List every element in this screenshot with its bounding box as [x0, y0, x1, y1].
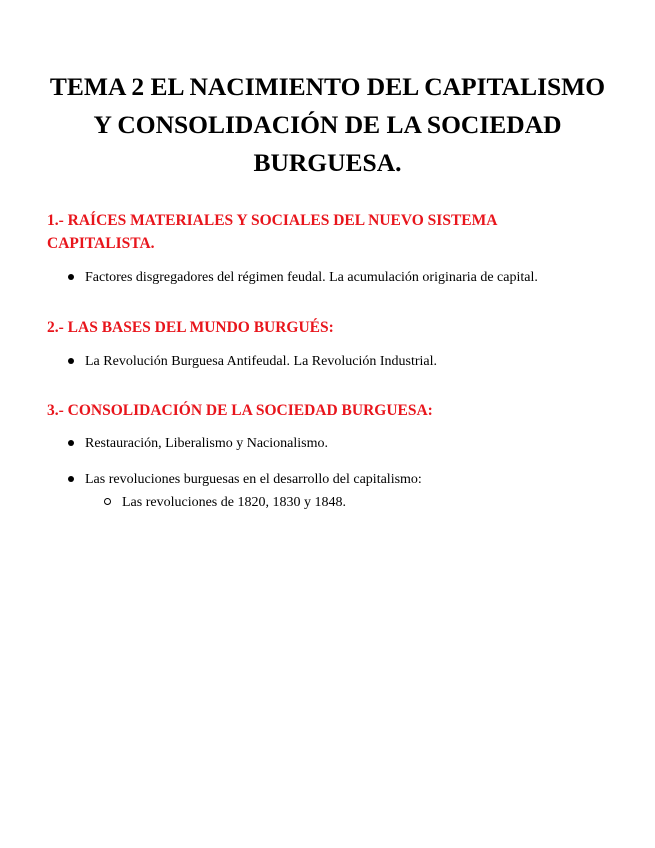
title-line-2: Y CONSOLIDACIÓN DE LA SOCIEDAD	[93, 110, 562, 139]
document-title	[30, 68, 625, 182]
section-heading-3	[47, 399, 433, 422]
bullet-dot-icon	[68, 274, 74, 280]
section-1-heading-line-1: 1.- RAÍCES MATERIALES Y SOCIALES DEL NUEVO SISTEMA	[47, 212, 498, 229]
bullet-dot-icon	[68, 476, 74, 482]
section-2-heading-line-1: 2.- LAS BASES DEL MUNDO BURGUÉS:	[47, 319, 334, 336]
list-item-text: Las revoluciones burguesas en el desarrollo del capitalismo:	[85, 472, 422, 487]
section-heading-2	[47, 316, 334, 339]
section-3-heading-line-1: 3.- CONSOLIDACIÓN DE LA SOCIEDAD BURGUESA:	[47, 402, 433, 419]
bullet-dot-icon	[68, 358, 74, 364]
bullet-circle-icon	[104, 498, 111, 505]
list-item-text: Factores disgregadores del régimen feudal. La acumulación originaria de capital.	[85, 270, 538, 285]
sub-list-item	[104, 493, 346, 513]
list-item-text: La Revolución Burguesa Antifeudal. La Revolución Industrial.	[85, 354, 437, 369]
title-line-3: BURGUESA.	[253, 148, 402, 177]
title-line-1: TEMA 2 EL NACIMIENTO DEL CAPITALISMO	[49, 72, 606, 101]
section-1-heading-line-2: CAPITALISTA.	[47, 235, 155, 252]
list-item-text: Restauración, Liberalismo y Nacionalismo.	[85, 436, 328, 451]
list-item	[68, 268, 538, 288]
section-heading-1	[47, 209, 497, 255]
list-item	[68, 470, 422, 490]
list-item	[68, 434, 328, 454]
bullet-dot-icon	[68, 440, 74, 446]
sub-list-item-text: Las revoluciones de 1820, 1830 y 1848.	[122, 495, 346, 510]
list-item	[68, 352, 437, 372]
